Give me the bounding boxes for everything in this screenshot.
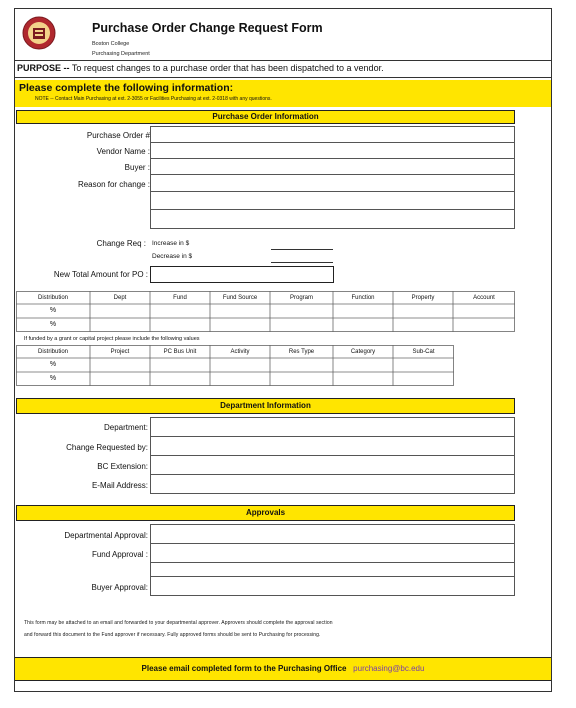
grant-header-project: Project — [110, 349, 130, 355]
reason-label: Reason for change : — [77, 180, 150, 189]
requested-by-label: Change Requested by: — [66, 443, 148, 452]
increase-field[interactable] — [271, 249, 333, 250]
footer-instruction: Please email completed form to the Purchasing Office — [141, 664, 347, 673]
info-bar — [15, 80, 551, 107]
org-name: Boston College — [92, 41, 130, 47]
purchasing-email-link[interactable]: purchasing@bc.edu — [353, 664, 425, 673]
fund-approval-label: Fund Approval : — [91, 550, 148, 559]
grant-header-pc-bus-unit: PC Bus Unit — [163, 349, 197, 355]
purpose-label: PURPOSE -- — [17, 63, 70, 73]
dist-header-function: Function — [351, 295, 375, 301]
grant-header-res-type: Res Type — [288, 349, 315, 355]
reason-field-line1[interactable] — [150, 174, 515, 192]
fund-approval-field[interactable] — [150, 543, 515, 563]
reason-field-line3[interactable] — [150, 209, 515, 229]
divider — [15, 60, 551, 61]
grant-note: If funded by a grant or capital project please include the following values — [24, 336, 200, 342]
vendor-name-field[interactable] — [150, 142, 515, 159]
new-total-field[interactable] — [150, 266, 334, 283]
form-title: Purchase Order Change Request Form — [92, 21, 323, 35]
decrease-label: Decrease in $ — [152, 253, 193, 260]
college-seal-icon — [22, 16, 56, 50]
new-total-label: New Total Amount for PO : — [53, 270, 148, 279]
buyer-approval-field[interactable] — [150, 576, 515, 596]
grant-row-percent: % — [49, 361, 57, 368]
po-number-field[interactable] — [150, 126, 515, 143]
dist-header-property: Property — [411, 295, 435, 301]
change-req-label: Change Req : — [96, 239, 146, 248]
bc-extension-field[interactable] — [150, 455, 515, 475]
buyer-field[interactable] — [150, 158, 515, 175]
footer-bar — [15, 657, 551, 681]
dist-header-program: Program — [289, 295, 313, 301]
po-number-label: Purchase Order # — [86, 131, 150, 140]
fund-approval-extra[interactable] — [150, 562, 515, 577]
department-label: Department: — [103, 423, 148, 432]
email-address-label: E-Mail Address: — [91, 481, 148, 490]
email-address-field[interactable] — [150, 474, 515, 494]
dist-header-fund: Fund — [173, 295, 187, 301]
dist-header-fund-source: Fund Source — [222, 295, 258, 301]
increase-label: Increase in $ — [152, 240, 190, 247]
dist-header-account: Account — [473, 295, 495, 301]
dept-name: Purchasing Department — [92, 51, 150, 57]
grant-row-percent: % — [49, 375, 57, 382]
divider — [15, 77, 551, 78]
department-field[interactable] — [150, 417, 515, 437]
dept-approval-field[interactable] — [150, 524, 515, 544]
instructions-line2: and forward this document to the Fund approver if necessary. Fully approved forms should be sent to Purchasing for processing. — [24, 632, 321, 638]
dist-row-percent: % — [49, 321, 57, 328]
buyer-approval-label: Buyer Approval: — [91, 583, 148, 592]
grant-header-distribution: Distribution — [37, 349, 68, 355]
dist-header-dept: Dept — [113, 295, 127, 301]
info-heading: Please complete the following information: — [19, 82, 234, 94]
purpose-line — [17, 63, 384, 73]
dist-row-percent: % — [49, 307, 57, 314]
dist-header-distribution: Distribution — [37, 295, 68, 301]
instructions-line1: This form may be attached to an email and forwarded to your departmental approver. Approvers should complete the approval section — [24, 620, 333, 626]
requested-by-field[interactable] — [150, 436, 515, 456]
grant-header-sub-cat: Sub-Cat — [412, 349, 435, 355]
approvals-header: Approvals — [16, 505, 515, 521]
info-note: NOTE -- Contact Main Purchasing at ext. 2-3055 or Facilities Purchasing at ext. 2-0318 with any questions. — [35, 96, 272, 102]
po-info-header: Purchase Order Information — [16, 110, 515, 124]
decrease-field[interactable] — [271, 262, 333, 263]
buyer-label: Buyer : — [124, 163, 150, 172]
dept-approval-label: Departmental Approval: — [64, 531, 148, 540]
dept-info-header: Department Information — [16, 398, 515, 414]
reason-field-line2[interactable] — [150, 191, 515, 210]
purpose-text: To request changes to a purchase order that has been dispatched to a vendor. — [71, 63, 384, 73]
grant-header-activity: Activity — [230, 349, 250, 355]
grant-header-category: Category — [350, 349, 376, 355]
vendor-name-label: Vendor Name : — [96, 147, 150, 156]
bc-extension-label: BC Extension: — [97, 462, 148, 471]
